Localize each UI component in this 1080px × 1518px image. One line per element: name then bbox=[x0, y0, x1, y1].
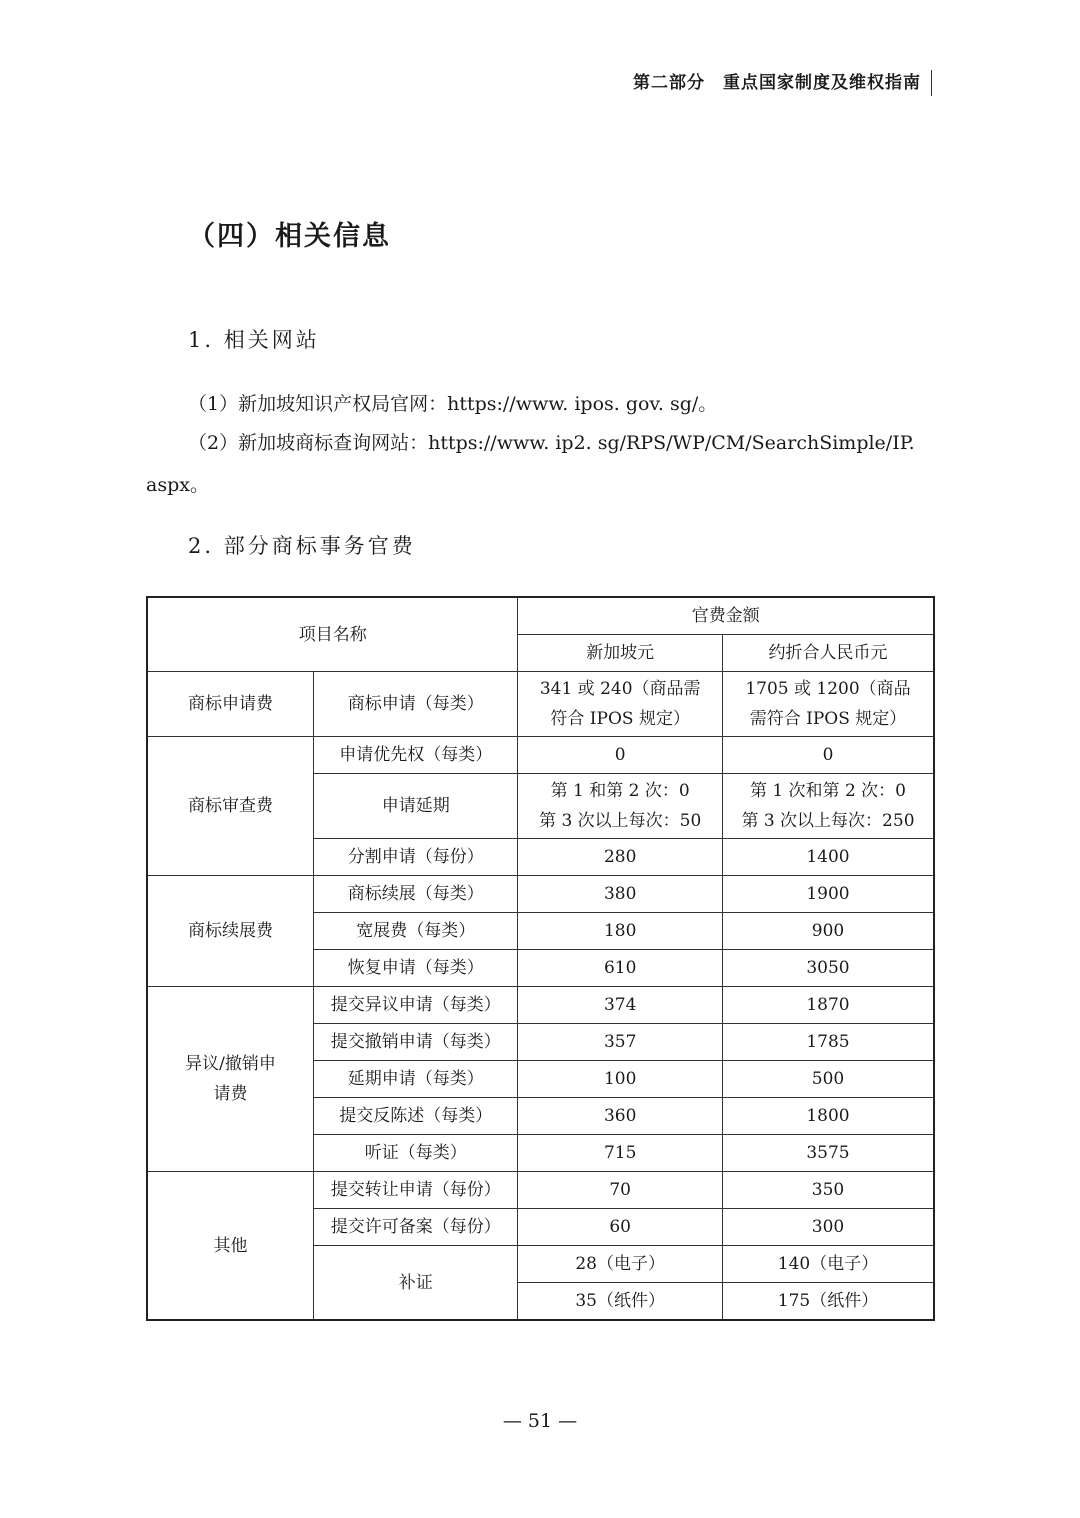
rmb-cell: 1705 或 1200（商品需符合 IPOS 规定） bbox=[722, 672, 934, 737]
page-number: — 51 — bbox=[502, 1410, 578, 1432]
websites-title: 1. 相关网站 bbox=[188, 328, 320, 352]
group-renew: 商标续展费 bbox=[147, 876, 314, 987]
website-item-2-continued: aspx。 bbox=[146, 474, 209, 496]
rmb-cell: 900 bbox=[722, 913, 934, 950]
sgd-cell: 180 bbox=[518, 913, 723, 950]
rmb-cell bbox=[722, 774, 934, 839]
rmb-cell: 350 bbox=[722, 1172, 934, 1209]
sgd-cell: 28（电子） bbox=[518, 1246, 723, 1283]
sgd-cell: 60 bbox=[518, 1209, 723, 1246]
rmb-cell: 175（纸件） bbox=[722, 1283, 934, 1321]
item-cell: 分割申请（每份） bbox=[314, 839, 518, 876]
sgd-line-2: 第 3 次以上每次：50 bbox=[539, 811, 702, 831]
header-chapter: 重点国家制度及维权指南 bbox=[723, 73, 921, 93]
table-row bbox=[147, 987, 934, 1024]
rmb-cell: 140（电子） bbox=[722, 1246, 934, 1283]
item-cell: 提交许可备案（每份） bbox=[314, 1209, 518, 1246]
rmb-cell: 3050 bbox=[722, 950, 934, 987]
header-part: 第二部分 bbox=[633, 73, 705, 93]
sgd-cell: 357 bbox=[518, 1024, 723, 1061]
rmb-cell: 300 bbox=[722, 1209, 934, 1246]
rmb-cell: 1800 bbox=[722, 1098, 934, 1135]
section-title: （四）相关信息 bbox=[188, 221, 391, 252]
header-fee-amount: 官费金额 bbox=[518, 597, 934, 635]
sgd-cell: 0 bbox=[518, 737, 723, 774]
item-cell: 提交反陈述（每类） bbox=[314, 1098, 518, 1135]
rmb-line-1: 第 1 次和第 2 次：0 bbox=[749, 781, 907, 801]
running-header bbox=[633, 70, 932, 96]
sgd-cell: 715 bbox=[518, 1135, 723, 1172]
sgd-cell bbox=[518, 774, 723, 839]
rmb-cell: 3575 bbox=[722, 1135, 934, 1172]
sgd-cell: 100 bbox=[518, 1061, 723, 1098]
item-cell: 补证 bbox=[314, 1246, 518, 1321]
item-cell: 提交撤销申请（每类） bbox=[314, 1024, 518, 1061]
sgd-cell: 360 bbox=[518, 1098, 723, 1135]
fees-table bbox=[146, 596, 935, 1321]
group-oppose-line-1: 异议/撤销申 bbox=[185, 1054, 276, 1074]
item-cell: 申请优先权（每类） bbox=[314, 737, 518, 774]
item-cell: 宽展费（每类） bbox=[314, 913, 518, 950]
table-row bbox=[147, 876, 934, 913]
group-oppose bbox=[147, 987, 314, 1172]
header-item-name: 项目名称 bbox=[147, 597, 518, 672]
item-cell: 延期申请（每类） bbox=[314, 1061, 518, 1098]
rmb-cell: 0 bbox=[722, 737, 934, 774]
group-exam: 商标审查费 bbox=[147, 737, 314, 876]
rmb-cell: 1400 bbox=[722, 839, 934, 876]
sgd-cell: 280 bbox=[518, 839, 723, 876]
header-rmb: 约折合人民币元 bbox=[722, 635, 934, 672]
item-cell: 听证（每类） bbox=[314, 1135, 518, 1172]
group-other: 其他 bbox=[147, 1172, 314, 1321]
group-apply: 商标申请费 bbox=[147, 672, 314, 737]
fees-title: 2. 部分商标事务官费 bbox=[188, 534, 416, 558]
rmb-cell: 1900 bbox=[722, 876, 934, 913]
sgd-cell: 35（纸件） bbox=[518, 1283, 723, 1321]
sgd-cell: 341 或 240（商品需符合 IPOS 规定） bbox=[518, 672, 723, 737]
rmb-cell: 500 bbox=[722, 1061, 934, 1098]
item-cell: 商标续展（每类） bbox=[314, 876, 518, 913]
item-cell: 恢复申请（每类） bbox=[314, 950, 518, 987]
sgd-cell: 610 bbox=[518, 950, 723, 987]
sgd-cell: 70 bbox=[518, 1172, 723, 1209]
item-cell: 提交转让申请（每份） bbox=[314, 1172, 518, 1209]
rmb-cell: 1785 bbox=[722, 1024, 934, 1061]
sgd-cell: 374 bbox=[518, 987, 723, 1024]
sgd-cell: 380 bbox=[518, 876, 723, 913]
sgd-line-1: 第 1 和第 2 次：0 bbox=[550, 781, 690, 801]
table-row bbox=[147, 737, 934, 774]
item-cell: 商标申请（每类） bbox=[314, 672, 518, 737]
table-row bbox=[147, 672, 934, 737]
header-sgd: 新加坡元 bbox=[518, 635, 723, 672]
website-item-1: （1）新加坡知识产权局官网：https://www. ipos. gov. sg/。 bbox=[188, 393, 718, 415]
website-item-2: （2）新加坡商标查询网站：https://www. ip2. sg/RPS/WP/CM/SearchSimple/IP. bbox=[188, 432, 915, 454]
item-cell: 提交异议申请（每类） bbox=[314, 987, 518, 1024]
rmb-line-2: 第 3 次以上每次：250 bbox=[741, 811, 915, 831]
group-oppose-line-2: 请费 bbox=[213, 1084, 248, 1104]
table-row bbox=[147, 1172, 934, 1209]
item-cell: 申请延期 bbox=[314, 774, 518, 839]
rmb-cell: 1870 bbox=[722, 987, 934, 1024]
